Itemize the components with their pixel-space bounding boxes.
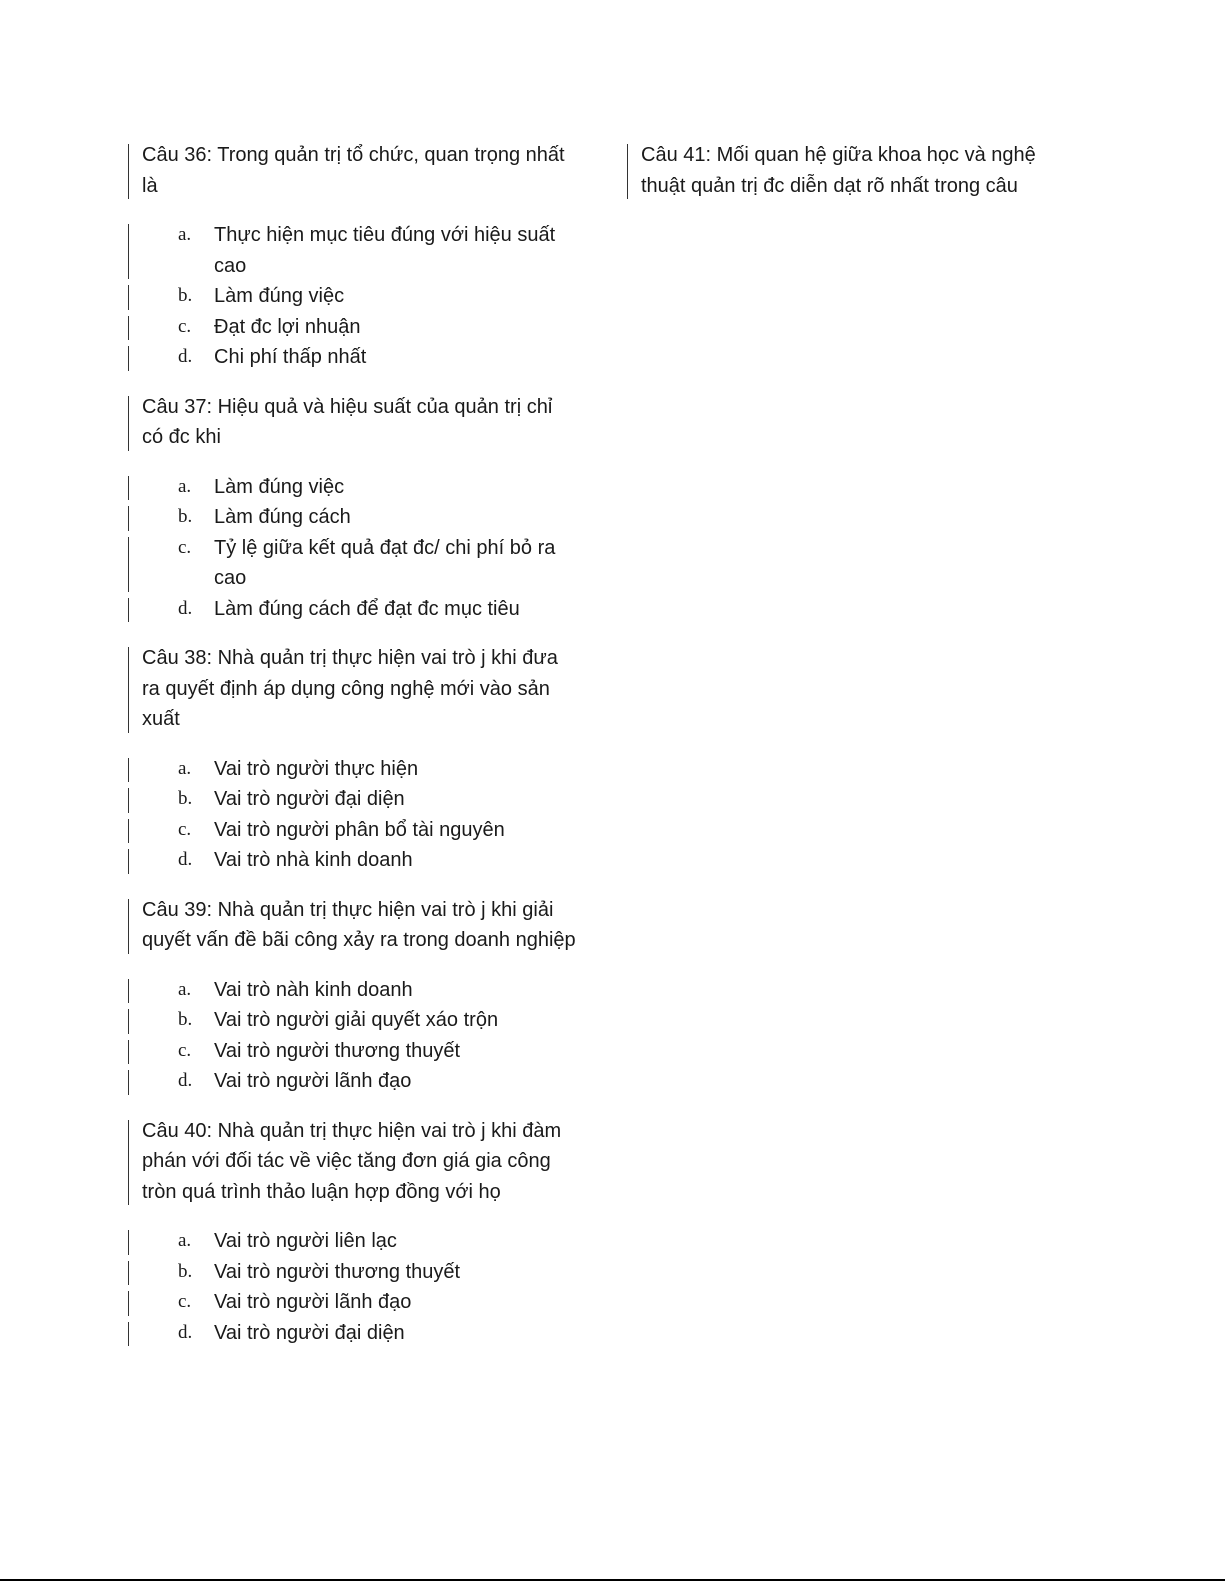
option-text: Vai trò người thương thuyết (214, 1039, 461, 1062)
answer-options (128, 220, 578, 373)
option-letter: b. (178, 788, 193, 809)
answer-option (128, 754, 578, 785)
question-40 (128, 1116, 578, 1349)
option-letter: d. (178, 1070, 193, 1091)
option-letter: a. (178, 475, 192, 497)
option-letter: d. (178, 849, 193, 870)
question-text: Câu 36: Trong quản trị tổ chức, quan trọng nhất là (128, 140, 578, 201)
option-text: Chi phí thấp nhất (214, 346, 367, 368)
question-36 (128, 140, 578, 373)
answer-option (128, 281, 578, 312)
answer-option (128, 472, 578, 503)
answer-option (128, 784, 578, 815)
option-letter: a. (178, 224, 192, 245)
option-text: Vai trò người thực hiện (214, 757, 419, 780)
option-letter: a. (178, 757, 192, 779)
option-text: Vai trò người phân bổ tài nguyên (214, 818, 505, 841)
option-text: Vai trò người thương thuyết (214, 1260, 461, 1283)
question-text: Câu 38: Nhà quản trị thực hiện vai trò j khi đưa ra quyết định áp dụng công nghệ mới vào sản xuất (128, 643, 578, 735)
question-38 (128, 643, 578, 876)
answer-option (128, 1318, 578, 1349)
option-text: Vai trò người lãnh đạo (214, 1070, 412, 1092)
answer-option (128, 1287, 578, 1318)
option-text: Làm đúng cách (214, 506, 351, 528)
answer-option (128, 533, 578, 594)
question-37 (128, 392, 578, 625)
option-text: Vai trò người lãnh đạo (214, 1291, 412, 1313)
answer-options (128, 472, 578, 625)
option-letter: d. (178, 1321, 193, 1343)
answer-option (128, 342, 578, 373)
question-text: Câu 40: Nhà quản trị thực hiện vai trò j khi đàm phán với đối tác về việc tăng đơn giá gia công tròn quá trình thảo luận hợp đồng với họ (128, 1116, 578, 1208)
option-text: Làm đúng việc (214, 475, 345, 498)
answer-option (128, 1005, 578, 1036)
option-text: Vai trò người đại diện (214, 788, 405, 810)
left-column (128, 140, 578, 1367)
option-letter: d. (178, 346, 193, 367)
right-column (627, 140, 1047, 220)
answer-option (128, 502, 578, 533)
option-letter: c. (178, 315, 192, 337)
answer-option (128, 312, 578, 343)
option-letter: b. (178, 1260, 193, 1282)
option-text: Đạt đc lợi nhuận (214, 315, 361, 338)
answer-options (128, 1226, 578, 1348)
answer-option (128, 1226, 578, 1257)
option-letter: d. (178, 597, 193, 619)
page-bottom-border (0, 1579, 1225, 1581)
option-letter: b. (178, 285, 193, 306)
answer-option (128, 815, 578, 846)
answer-option (128, 1036, 578, 1067)
option-text: Thực hiện mục tiêu đúng với hiệu suất cao (214, 224, 556, 277)
answer-option (128, 1066, 578, 1097)
answer-option (128, 975, 578, 1006)
answer-options (128, 975, 578, 1097)
option-text: Vai trò nàh kinh doanh (214, 978, 413, 1001)
option-letter: b. (178, 506, 193, 527)
option-text: Tỷ lệ giữa kết quả đạt đc/ chi phí bỏ ra cao (214, 536, 556, 589)
option-letter: a. (178, 1230, 192, 1251)
option-text: Vai trò người đại diện (214, 1321, 405, 1344)
option-letter: c. (178, 1039, 192, 1061)
option-text: Làm đúng việc (214, 285, 345, 307)
question-text: Câu 39: Nhà quản trị thực hiện vai trò j khi giải quyết vấn đề bãi công xảy ra trong doanh nghiệp (128, 895, 578, 956)
option-letter: c. (178, 1291, 192, 1312)
answer-options (128, 754, 578, 876)
answer-option (128, 1257, 578, 1288)
question-text: Câu 37: Hiệu quả và hiệu suất của quản trị chỉ có đc khi (128, 392, 578, 453)
option-letter: c. (178, 818, 192, 840)
option-letter: b. (178, 1009, 193, 1030)
option-text: Làm đúng cách để đạt đc mục tiêu (214, 597, 520, 620)
answer-option (128, 594, 578, 625)
answer-option (128, 220, 578, 281)
question-39 (128, 895, 578, 1097)
option-text: Vai trò người liên lạc (214, 1230, 397, 1252)
question-text: Câu 41: Mối quan hệ giữa khoa học và nghệ thuật quản trị đc diễn dạt rõ nhất trong câu (627, 140, 1047, 201)
option-text: Vai trò nhà kinh doanh (214, 849, 413, 871)
question-41 (627, 140, 1047, 201)
option-text: Vai trò người giải quyết xáo trộn (214, 1009, 499, 1031)
option-letter: c. (178, 536, 192, 558)
answer-option (128, 845, 578, 876)
option-letter: a. (178, 978, 192, 1000)
